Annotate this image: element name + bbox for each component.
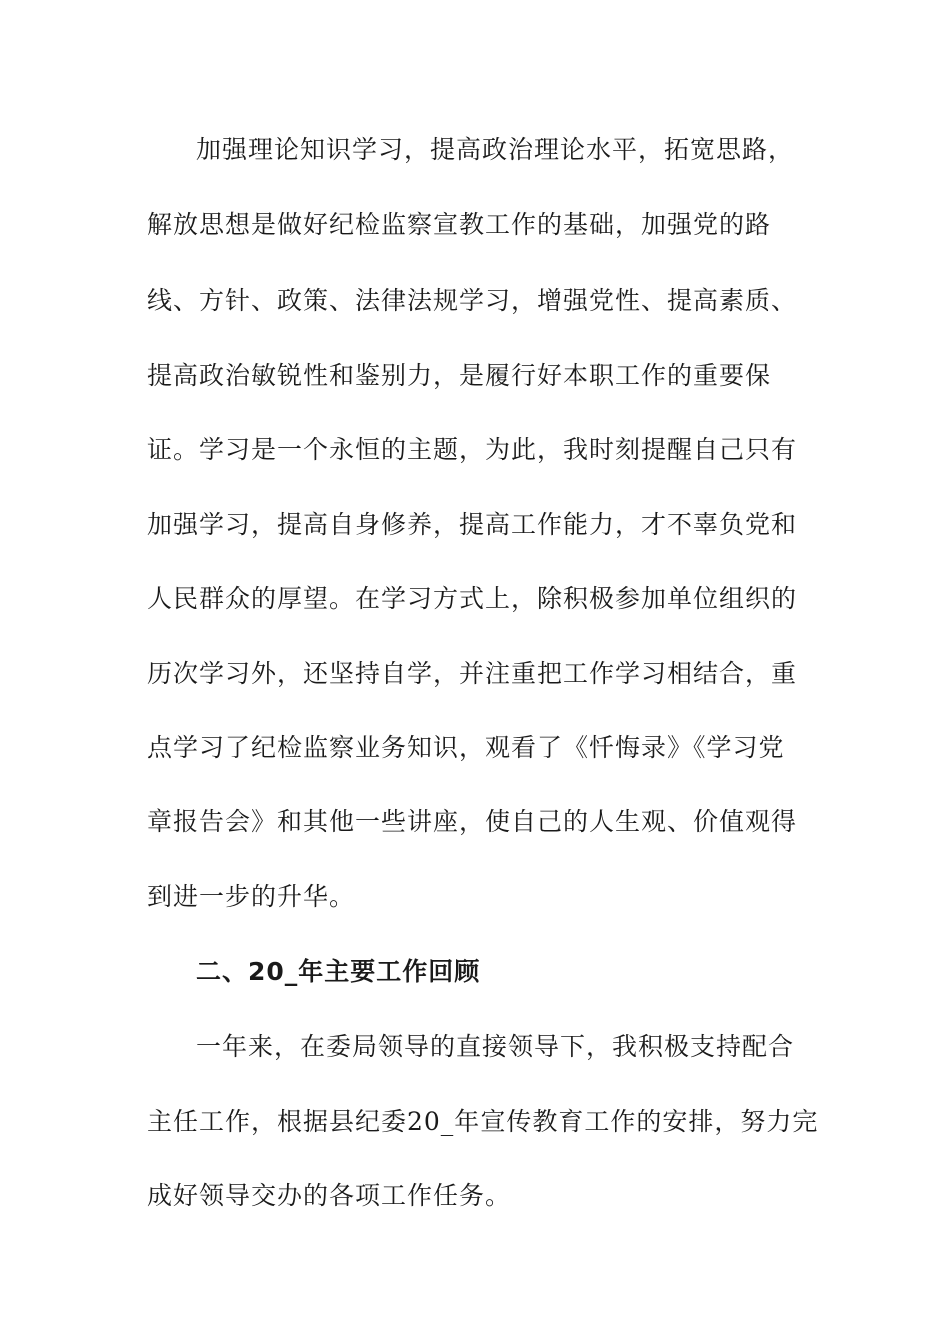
- text-line: 一年来，在委局领导的直接领导下，我积极支持配合: [196, 1032, 795, 1061]
- section-heading: 二、20_年主要工作回顾: [196, 957, 481, 986]
- text-line: 历次学习外，还坚持自学，并注重把工作学习相结合，重: [147, 659, 798, 688]
- text-line: 点学习了纪检监察业务知识，观看了《忏悔录》《学习党: [147, 733, 785, 762]
- text-line: 解放思想是做好纪检监察宣教工作的基础，加强党的路: [147, 210, 772, 239]
- text-line: 证。学习是一个永恒的主题，为此，我时刻提醒自己只有: [147, 435, 798, 464]
- text-line: 成好领导交办的各项工作任务。: [147, 1181, 512, 1210]
- text-line: 加强理论知识学习，提高政治理论水平，拓宽思路，: [196, 135, 795, 164]
- text-line: 章报告会》和其他一些讲座，使自己的人生观、价值观得: [147, 807, 798, 836]
- text-line: 线、方针、政策、法律法规学习，增强党性、提高素质、: [147, 286, 798, 315]
- text-line: 人民群众的厚望。在学习方式上，除积极参加单位组织的: [147, 584, 798, 613]
- text-line: 主任工作，根据县纪委20_年宣传教育工作的安排，努力完: [147, 1107, 819, 1136]
- text-line: 到进一步的升华。: [147, 882, 356, 911]
- text-line: 提高政治敏锐性和鉴别力，是履行好本职工作的重要保: [147, 361, 772, 390]
- text-line: 加强学习，提高自身修养，提高工作能力，才不辜负党和: [147, 510, 798, 539]
